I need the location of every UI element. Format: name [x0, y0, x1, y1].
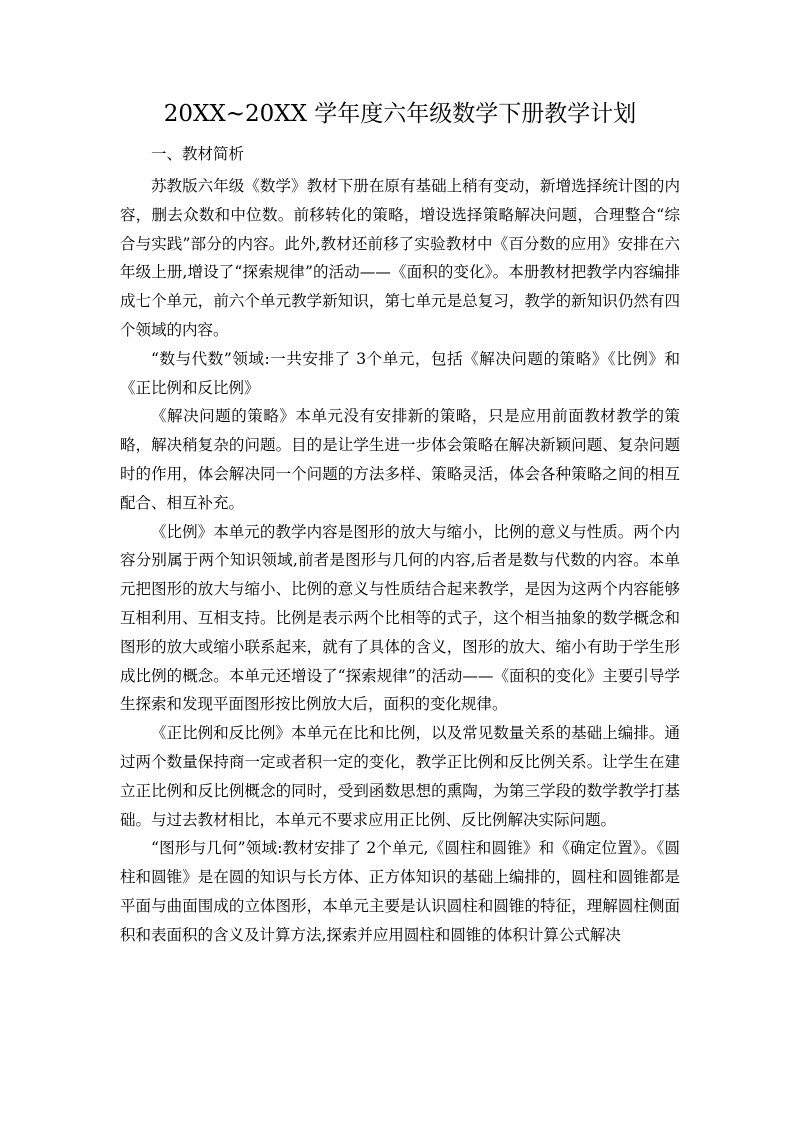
paragraph-number-algebra: “数与代数”领域:一共安排了 3个单元，包括《解决问题的策略》《比例》和《正比例和反比例》 — [120, 349, 680, 397]
paragraph-problem-strategy: 《解决问题的策略》本单元没有安排新的策略，只是应用前面教材教学的策略，解决稍复杂的问题。目的是让学生进一步体会策略在解决新颖问题、复杂问题时的作用，体会解决同一个问题的方法多样、策略灵活，体会各种策略之间的相互配合、相互补充。 — [120, 407, 680, 512]
paragraph-geometry: “图形与几何”领域:教材安排了 2个单元,《圆柱和圆锥》和《确定位置》。《圆柱和圆锥》是在圆的知识与长方体、正方体知识的基础上编排的，圆柱和圆锥都是平面与曲面围成的立体图形，本单元主要是认识圆柱和圆锥的特征，理解圆柱侧面积和表面积的含义及计算方法,探索并应用圆柱和圆锥的体积计算公式解决 — [120, 839, 680, 944]
paragraph-textbook-overview: 苏教版六年级《数学》教材下册在原有基础上稍有变动，新增选择统计图的内容，删去众数和中位数。前移转化的策略，增设选择策略解决问题，合理整合“综合与实践”部分的内容。此外,教材还前移了实验教材中《百分数的应用》安排在六年级上册,增设了“探索规律”的活动——《面积的变化》。本册教材把教学内容编排成七个单元，前六个单元教学新知识，第七单元是总复习，教学的新知识仍然有四个领域的内容。 — [120, 177, 680, 339]
paragraph-direct-inverse-proportion: 《正比例和反比例》本单元在比和比例，以及常见数量关系的基础上编排。通过两个数量保持商一定或者积一定的变化，教学正比例和反比例关系。让学生在建立正比例和反比例概念的同时，受到函数思想的熏陶，为第三学段的数学教学打基础。与过去教材相比，本单元不要求应用正比例、反比例解决实际问题。 — [120, 724, 680, 829]
document-body — [120, 98, 680, 950]
section-heading: 一、教材简析 — [151, 145, 245, 163]
page-title: 20XX~20XX 学年度六年级数学下册教学计划 — [163, 101, 637, 127]
paragraph-proportion: 《比例》本单元的教学内容是图形的放大与缩小，比例的意义与性质。两个内容分别属于两个知识领域,前者是图形与几何的内容,后者是数与代数的内容。本单元把图形的放大与缩小、比例的意义与性质结合起来教学，是因为这两个内容能够互相利用、互相支持。比例是表示两个比相等的式子，这个相当抽象的数学概念和图形的放大或缩小联系起来，就有了具体的含义，图形的放大、缩小有助于学生形成比例的概念。本单元还增设了“探索规律”的活动——《面积的变化》主要引导学生探索和发现平面图形按比例放大后，面积的变化规律。 — [120, 522, 680, 714]
